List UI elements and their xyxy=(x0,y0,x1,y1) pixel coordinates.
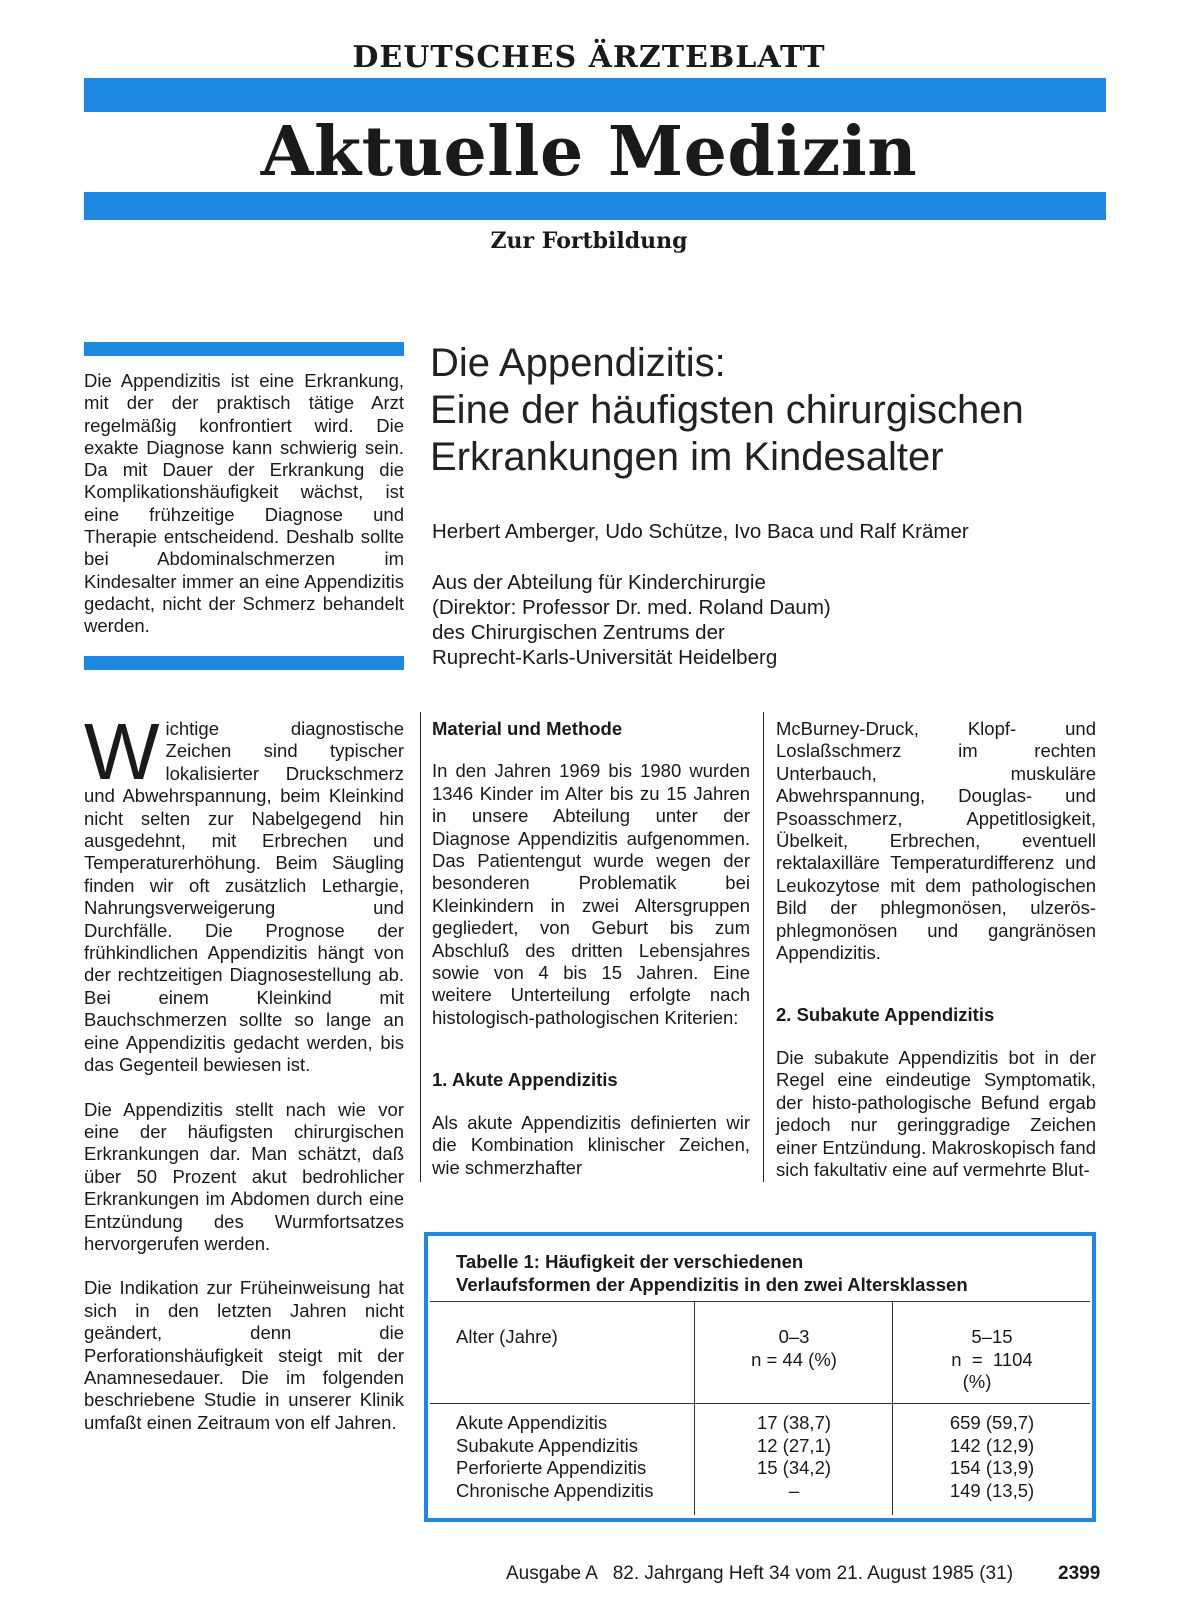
affiliation-line: Aus der Abteilung für Kinderchirurgie xyxy=(432,571,766,594)
table-cell: 142 (12,9) xyxy=(949,1434,1035,1456)
table-row-label: Subakute Appendizitis xyxy=(456,1434,639,1456)
article-title-line: Erkrankungen im Kindesalter xyxy=(430,435,944,479)
table-row-labels xyxy=(456,1412,653,1502)
column-3 xyxy=(776,718,1096,1203)
table-caption-line: Tabelle 1: Häufigkeit der verschiedenen xyxy=(456,1251,804,1272)
masthead-bar-top xyxy=(84,78,1106,112)
section-subtitle: Zur Fortbildung xyxy=(490,228,688,254)
table-col1-values xyxy=(696,1412,892,1502)
table-header-col2 xyxy=(894,1326,1090,1394)
table-caption-line: Verlaufsformen der Appendizitis in den zwei Altersklassen xyxy=(456,1274,968,1295)
table-header-label: Alter (Jahre) xyxy=(456,1326,558,1347)
table-cell: 12 (27,1) xyxy=(756,1434,832,1456)
table-cell: 154 (13,9) xyxy=(949,1457,1035,1478)
article-title-line: Eine der häufigsten chirurgischen xyxy=(430,388,1024,432)
table-column-rule xyxy=(694,1301,695,1515)
section-heading: 2. Subakute Appendizitis xyxy=(776,1004,995,1026)
table-col2-values xyxy=(894,1412,1090,1502)
table-rule xyxy=(430,1301,1090,1302)
header-line: (%) xyxy=(962,1371,992,1392)
table-cell: – xyxy=(788,1479,800,1501)
paragraph: In den Jahren 1969 bis 1980 wurden 1346 Kinder im Alter bis zu 15 Jahren in unsere Abteilung unter der Diagnose Appendizitis aufgenommen. Das Patientengut wurde wegen der besonderen Problematik bei Kleinkindern in zwei Altersgruppen gegliedert, von Geburt bis zum Abschluß des dritten Lebensjahres sowie von 4 bis 15 Jahren. Eine weitere Unterteilung erfolgte nach histologisch-pathologischen Kriterien: xyxy=(432,760,750,1028)
section-title: Aktuelle Medizin xyxy=(260,112,918,192)
table-column-rule xyxy=(892,1301,893,1515)
affiliation-line: des Chirurgischen Zentrums der xyxy=(432,621,725,644)
masthead: DEUTSCHES ÄRZTEBLATT xyxy=(352,40,826,75)
column-rule xyxy=(763,712,764,1182)
authors: Herbert Amberger, Udo Schütze, Ivo Baca und Ralf Krämer xyxy=(432,520,969,543)
paragraph: Die Appendizitis stellt nach wie vor eine der häufigsten chirurgischen Erkrankungen dar. Man schätzt, daß über 50 Prozent akut bedrohlicher Erkrankungen im Abdomen durch eine Entzündung des Wurmfortsatzes hervorgerufen werden. xyxy=(84,1098,404,1254)
masthead-bar-bottom xyxy=(84,192,1106,220)
dropcap: W xyxy=(84,707,160,796)
table-rule xyxy=(430,1403,1090,1404)
table-row-label: Perforierte Appendizitis xyxy=(456,1457,647,1478)
paragraph: Die Indikation zur Früheinweisung hat sich in den letzten Jahren nicht geändert, denn die Perforationshäufigkeit steigt mit der Anamnesedauer. Die im folgenden beschriebene Studie in unserer Klinik umfaßt einen Zeitraum von elf Jahren. xyxy=(84,1277,404,1433)
header-line: 5–15 xyxy=(971,1326,1013,1347)
section-heading: 1. Akute Appendizitis xyxy=(432,1069,618,1091)
article-title-line: Die Appendizitis: xyxy=(430,341,726,385)
paragraph: Als akute Appendizitis definierten wir die Kombination klinischer Zeichen, wie schmerzhafter xyxy=(432,1111,750,1178)
intro-paragraph xyxy=(84,707,404,1077)
table-row-label: Akute Appendizitis xyxy=(456,1412,608,1433)
section-heading: Material und Methode xyxy=(432,718,623,739)
paragraph: Die subakute Appendizitis bot in der Regel eine eindeutige Symptomatik, der histo-pathologische Befund ergab jedoch nur geringgradige Zeichen einer Entzündung. Makroskopisch fand sich fakultativ eine auf vermehrte Blut- xyxy=(776,1046,1096,1180)
column-2 xyxy=(432,718,750,1201)
affiliation xyxy=(432,570,1132,670)
page-number: 2399 xyxy=(1058,1563,1101,1584)
abstract-bar-top xyxy=(84,342,404,356)
paragraph: McBurney-Druck, Klopf- und Loslaßschmerz im rechten Unterbauch, muskuläre Abwehrspannung, Douglas- und Psoasschmerz, Appetitlosigkeit, Übelkeit, Erbrechen, eventuell rektalaxilläre Temperaturdifferenz und Leukozytose mit dem pathologischen Bild der phlegmonösen, ulzerös-phlegmonösen und gangränösen Appendizitis. xyxy=(776,718,1096,964)
table-caption xyxy=(456,1250,1086,1296)
table-cell: 149 (13,5) xyxy=(949,1479,1035,1501)
header-line: 0–3 xyxy=(778,1326,810,1347)
header-line: n = 44 (%) xyxy=(751,1348,837,1370)
table-row-label: Chronische Appendizitis xyxy=(456,1479,654,1501)
affiliation-line: (Direktor: Professor Dr. med. Roland Daum) xyxy=(432,596,831,619)
header-line: n = 1104 xyxy=(951,1348,1033,1370)
footer-issue: Ausgabe A 82. Jahrgang Heft 34 vom 21. August 1985 (31) xyxy=(506,1563,1014,1584)
table-cell: 15 (34,2) xyxy=(756,1457,832,1478)
article-title xyxy=(430,340,1130,481)
table-header-col1 xyxy=(696,1326,892,1371)
column-rule xyxy=(420,712,421,1182)
abstract-text: Die Appendizitis ist eine Erkrankung, mit der der praktisch tätige Arzt regelmäßig konfrontiert wird. Die exakte Diagnose kann schwierig sein. Da mit Dauer der Erkrankung die Komplikationshäufigkeit wächst, ist eine frühzeitige Diagnose und Therapie entscheidend. Deshalb sollte bei Abdominalschmerzen im Kindesalter immer an eine Appendizitis gedacht, nicht der Schmerz behandelt werden. xyxy=(84,370,404,637)
intro-text: ichtige diagnostische Zeichen sind typischer lokalisierter Druckschmerz und Abwehrspannung, beim Kleinkind nicht selten zur Nabelgegend hin ausgedehnt, mit Erbrechen und Temperaturerhöhung. Beim Säugling finden wir oft zusätzlich Lethargie, Nahrungsverweigerung und Durchfälle. Die Prognose der frühkindlichen Appendizitis hängt von der rechtzeitigen Diagnosestellung ab. Bei einem Kleinkind mit Bauchschmerzen sollte so lange an eine Appendizitis gedacht werden, bis das Gegenteil bewiesen ist. xyxy=(84,718,404,1076)
table-cell: 17 (38,7) xyxy=(756,1412,832,1433)
column-1 xyxy=(84,707,404,1456)
affiliation-line: Ruprecht-Karls-Universität Heidelberg xyxy=(432,646,778,669)
abstract-bar-bottom xyxy=(84,656,404,670)
table-cell: 659 (59,7) xyxy=(949,1412,1035,1433)
